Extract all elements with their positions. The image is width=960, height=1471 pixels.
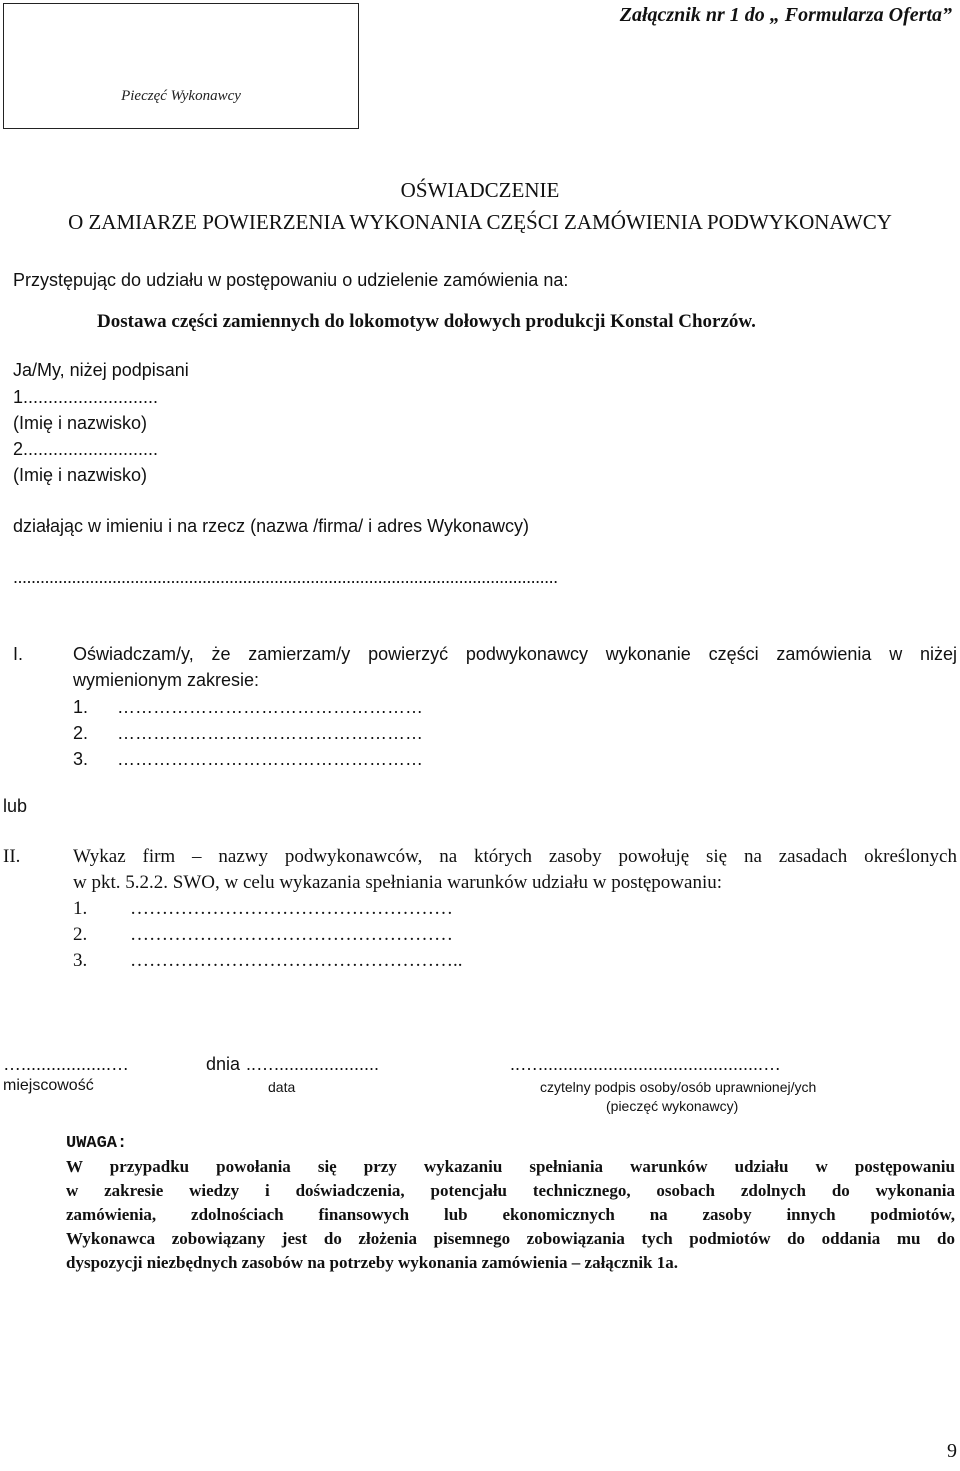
page-number: 9 (947, 1440, 957, 1462)
notice-line-4: Wykonawca zobowiązany jest do złożenia pisemnego zobowiązania tych podmiotów do oddania mu do (66, 1229, 955, 1248)
section-1-statement-line2: wymienionym zakresie: (73, 670, 260, 690)
date-dots: ..…..................... (246, 1054, 380, 1074)
section-1-item-3-dots: …………………………………………… (117, 749, 423, 769)
section-2-statement-line1: Wykaz firm – nazwy podwykonawców, na których zasoby powołuję się na zasadach określonych (73, 846, 957, 867)
stamp-box (3, 3, 359, 129)
section-2-statement-line2: w pkt. 5.2.2. SWO, w celu wykazania spełniania warunków udziału w postępowaniu: (73, 872, 723, 893)
stamp-label: Pieczęć Wykonawcy (121, 88, 241, 104)
section-2-item-1-dots: …………………………………………… (130, 898, 453, 919)
section-1-item-2-number: 2. (73, 723, 89, 743)
contractor-stamp-label: (pieczęć wykonawcy) (606, 1098, 739, 1114)
order-subject: Dostawa części zamiennych do lokomotyw dołowych produkcji Konstal Chorzów. (97, 311, 756, 332)
section-1-item-2-dots: …………………………………………… (117, 723, 423, 743)
notice-line-5: dyspozycji niezbędnych zasobów na potrzeby wykonania zamówienia – załącznik 1a. (66, 1253, 679, 1272)
notice-title: UWAGA: (66, 1134, 128, 1153)
acting-on-behalf: działając w imieniu i na rzecz (nazwa /firma/ i adres Wykonawcy) (13, 516, 530, 536)
section-2-number: II. (3, 846, 21, 867)
person-2-label: (Imię i nazwisko) (13, 465, 148, 485)
section-2-item-3-dots: …………………………………………….. (130, 950, 463, 971)
notice-line-2: w zakresie wiedzy i doświadczenia, potencjału technicznego, osobach zdolnych do wykonania (66, 1181, 955, 1200)
section-1-item-1-dots: …………………………………………… (117, 697, 423, 717)
annex-title: Załącznik nr 1 do „ Formularza Oferta” (619, 4, 952, 26)
notice-line-1: W przypadku powołania się przy wykazaniu spełniania warunków udziału w postępowaniu (66, 1157, 955, 1176)
signature-label: czytelny podpis osoby/osób uprawnionej/ych (540, 1079, 817, 1095)
section-1-item-1-number: 1. (73, 697, 89, 717)
or-label: lub (3, 796, 28, 816)
section-2-item-1-number: 1. (73, 898, 88, 919)
section-2-item-2-dots: …………………………………………… (130, 924, 453, 945)
notice-line-3: zamówienia, zdolnościach finansowych lub ekonomicznych na zasoby innych podmiotów, (66, 1205, 955, 1224)
person-1-label: (Imię i nazwisko) (13, 413, 148, 433)
section-1-item-3-number: 3. (73, 749, 89, 769)
intro-lead: Przystępując do udziału w postępowaniu o udzielenie zamówienia na: (13, 270, 569, 290)
place-label: miejscowość (3, 1077, 94, 1094)
contractor-address-dots: ......................................................................................................................... (13, 567, 558, 587)
signature-dots: ..….............................................… (510, 1054, 782, 1074)
person-2-dots: 2........................... (13, 439, 159, 459)
section-2-item-3-number: 3. (73, 950, 88, 971)
date-label: data (268, 1079, 296, 1095)
section-2-item-2-number: 2. (73, 924, 88, 945)
document-subtitle: O ZAMIARZE POWIERZENIA WYKONANIA CZĘŚCI ZAMÓWIENIA PODWYKONAWCY (68, 210, 892, 234)
place-dots: …..................… (3, 1054, 130, 1074)
signatories-label: Ja/My, niżej podpisani (13, 360, 189, 380)
section-1-statement-line1: Oświadczam/y, że zamierzam/y powierzyć podwykonawcy wykonanie części zamówienia w niżej (73, 644, 957, 664)
person-1-dots: 1........................... (13, 387, 159, 407)
document-title: OŚWIADCZENIE (400, 178, 560, 202)
section-1-number: I. (13, 644, 24, 664)
date-word: dnia (206, 1054, 241, 1074)
